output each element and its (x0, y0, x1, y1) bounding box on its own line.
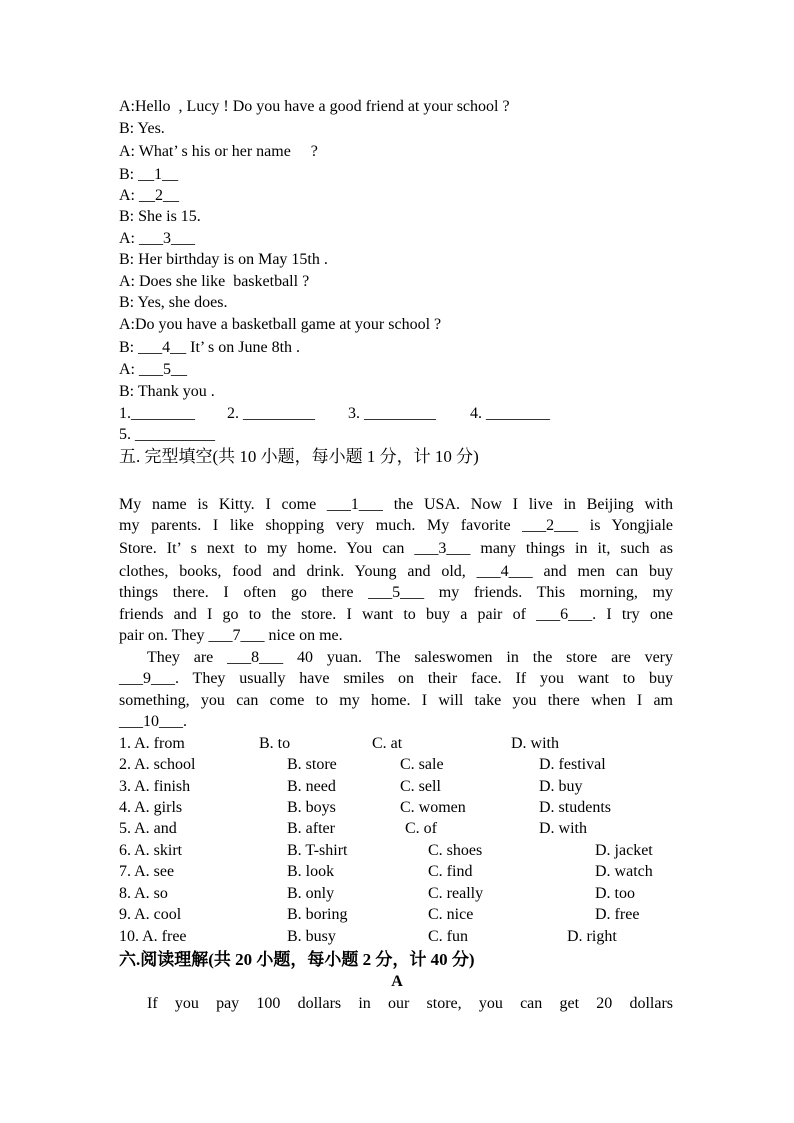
option-c[interactable]: C. women (400, 799, 466, 816)
answer-blank-1[interactable]: 1.________ (119, 405, 195, 422)
option-b[interactable]: B. only (287, 885, 335, 902)
option-c[interactable]: C. fun (428, 928, 468, 945)
option-d[interactable]: D. watch (595, 863, 653, 880)
passage-label: A (391, 973, 403, 990)
answer-blank-4[interactable]: 4. ________ (470, 405, 550, 422)
option-b[interactable]: B. boys (287, 799, 336, 816)
passage-line: things there. I often go there ___5___ my friends. This morning, my (119, 584, 673, 601)
passage-line: ___9___. They usually have smiles on their face. If you want to buy (119, 670, 673, 687)
option-c[interactable]: C. at (372, 735, 403, 752)
option-b[interactable]: B. need (287, 778, 336, 795)
dialogue-line: A:Do you have a basketball game at your school ? (119, 316, 442, 333)
option-c[interactable]: C. of (405, 820, 437, 837)
option-d[interactable]: D. right (567, 928, 617, 945)
section6-heading: 六.阅读理解(共 20 小题，每小题 2 分，计 40 分) (119, 950, 475, 969)
answer-blank-2[interactable]: 2. _________ (227, 405, 315, 422)
answer-blank-5[interactable]: 5. __________ (119, 426, 215, 443)
option-c[interactable]: C. really (428, 885, 484, 902)
option-d[interactable]: D. festival (539, 756, 606, 773)
option-d[interactable]: D. buy (539, 778, 583, 795)
dialogue-line: B: ___4__ It’ s on June 8th . (119, 339, 301, 356)
dialogue-line: B: Yes. (119, 120, 165, 137)
option-c[interactable]: C. sale (400, 756, 444, 773)
dialogue-line: B: Her birthday is on May 15th . (119, 251, 328, 268)
option-a[interactable]: 2. A. school (119, 756, 196, 773)
option-c[interactable]: C. find (428, 863, 473, 880)
option-c[interactable]: C. sell (400, 778, 441, 795)
option-b[interactable]: B. busy (287, 928, 336, 945)
option-b[interactable]: B. after (287, 820, 335, 837)
option-b[interactable]: B. store (287, 756, 337, 773)
option-a[interactable]: 8. A. so (119, 885, 168, 902)
option-d[interactable]: D. free (595, 906, 640, 923)
dialogue-line: B: Yes, she does. (119, 294, 228, 311)
passage-line: my parents. I like shopping very much. My favorite ___2___ is Yongjiale (119, 517, 673, 534)
dialogue-line: A: What’ s his or her name ? (119, 143, 318, 160)
option-a[interactable]: 10. A. free (119, 928, 187, 945)
dialogue-line: A:Hello , Lucy ! Do you have a good friend at your school ? (119, 98, 510, 115)
dialogue-line: B: __1__ (119, 166, 179, 183)
option-a[interactable]: 1. A. from (119, 735, 185, 752)
option-d[interactable]: D. with (539, 820, 587, 837)
option-a[interactable]: 5. A. and (119, 820, 177, 837)
option-d[interactable]: D. jacket (595, 842, 653, 859)
option-a[interactable]: 9. A. cool (119, 906, 182, 923)
passage-line: clothes, books, food and drink. Young and old, ___4___ and men can buy (119, 563, 673, 580)
dialogue-line: B: She is 15. (119, 208, 201, 225)
dialogue-line: A: Does she like basketball ? (119, 273, 310, 290)
reading-passage-line: If you pay 100 dollars in our store, you can get 20 dollars (147, 995, 673, 1012)
section5-heading: 五. 完型填空(共 10 小题，每小题 1 分，计 10 分) (119, 447, 479, 466)
option-c[interactable]: C. shoes (428, 842, 483, 859)
option-a[interactable]: 4. A. girls (119, 799, 183, 816)
option-a[interactable]: 7. A. see (119, 863, 175, 880)
dialogue-line: A: __2__ (119, 187, 179, 204)
option-c[interactable]: C. nice (428, 906, 474, 923)
option-b[interactable]: B. T-shirt (287, 842, 348, 859)
dialogue-line: B: Thank you . (119, 383, 215, 400)
passage-line: friends and I go to the store. I want to buy a pair of ___6___. I try one (119, 606, 673, 623)
passage-line: Store. It’ s next to my home. You can ___3___ many things in it, such as (119, 540, 673, 557)
passage-line: My name is Kitty. I come ___1___ the USA. Now I live in Beijing with (119, 496, 673, 513)
option-b[interactable]: B. to (259, 735, 291, 752)
option-d[interactable]: D. students (539, 799, 611, 816)
option-b[interactable]: B. boring (287, 906, 348, 923)
dialogue-line: A: ___5__ (119, 361, 187, 378)
option-a[interactable]: 3. A. finish (119, 778, 191, 795)
dialogue-line: A: ___3___ (119, 230, 195, 247)
passage-line: ___10___. (119, 713, 187, 730)
passage-line: pair on. They ___7___ nice on me. (119, 627, 343, 644)
passage-line: They are ___8___ 40 yuan. The saleswomen in the store are very (147, 649, 673, 666)
option-a[interactable]: 6. A. skirt (119, 842, 183, 859)
option-d[interactable]: D. with (511, 735, 559, 752)
answer-blank-3[interactable]: 3. _________ (348, 405, 436, 422)
passage-line: something, you can come to my home. I will take you there when I am (119, 692, 673, 709)
option-b[interactable]: B. look (287, 863, 335, 880)
option-d[interactable]: D. too (595, 885, 635, 902)
